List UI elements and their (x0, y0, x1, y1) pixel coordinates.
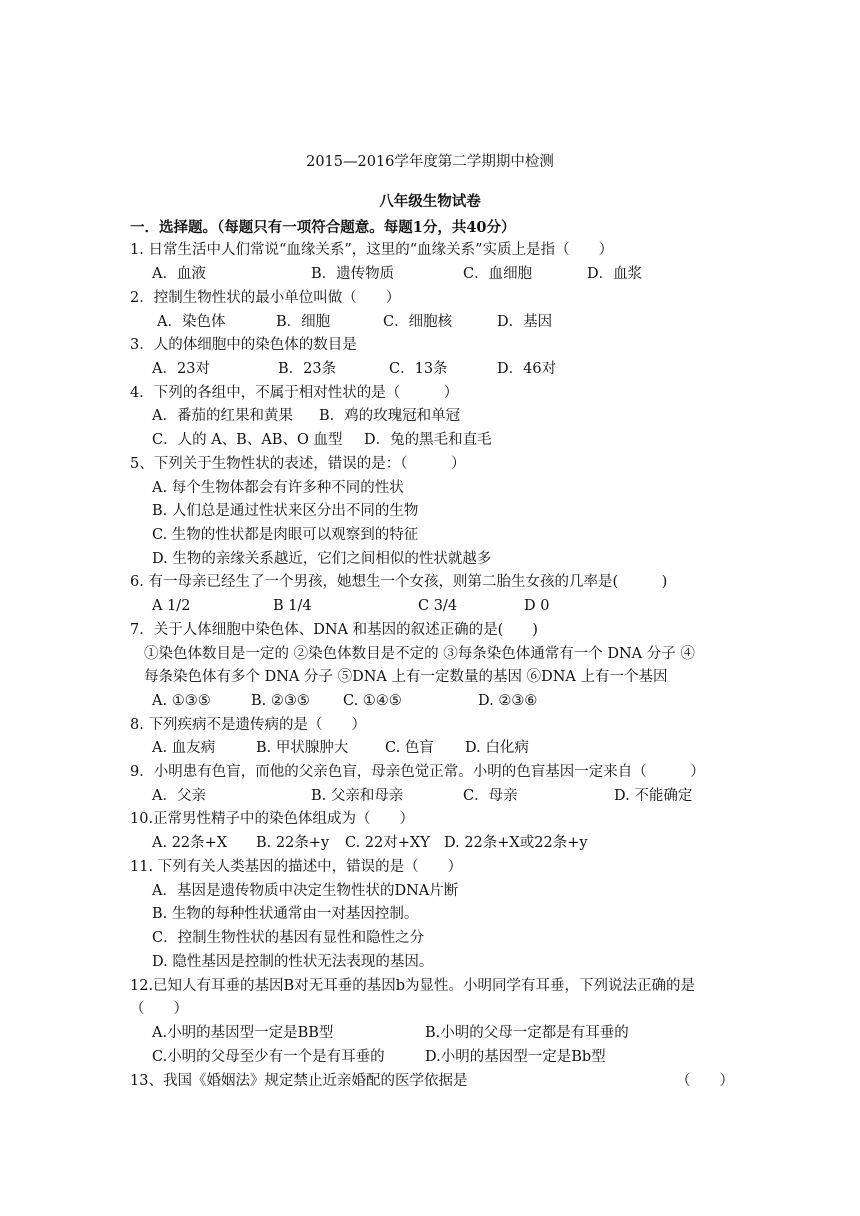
option: B. 22条+y (256, 835, 330, 851)
question-stem: 1. 日常生活中人们常说“血缘关系”，这里的“血缘关系”实质上是指（ ） (130, 242, 614, 258)
option: A．番茄的红果和黄果 (152, 408, 293, 424)
statement-list: ①染色体数目是一定的 ②染色体数目是不定的 ③每条染色体通常有一个 DNA 分子 ④ (144, 646, 695, 662)
answer-blank: （ ） (676, 1073, 734, 1089)
option: A．染色体 (157, 314, 226, 330)
question-stem: 3．人的体细胞中的染色体的数目是 (130, 337, 357, 353)
option: B．鸡的玫瑰冠和单冠 (319, 408, 461, 424)
option: D. 22条+X或22条+y (444, 835, 588, 851)
option: A．23对 (152, 361, 210, 377)
option: D．46对 (497, 361, 557, 377)
option: D．兔的黑毛和直毛 (364, 432, 492, 448)
option: D. 不能确定 (614, 788, 693, 804)
option: D．血浆 (587, 266, 643, 282)
question-stem: 9．小明患有色盲，而他的父亲色盲，母亲色觉正常。小明的色盲基因一定来自（ ） (130, 764, 705, 780)
option: A.小明的基因型一定是BB型 (152, 1025, 334, 1041)
option: D.小明的基因型一定是Bb型 (425, 1049, 606, 1065)
option: B．细胞 (276, 314, 331, 330)
question-stem: 6. 有一母亲已经生了一个男孩，她想生一个女孩，则第二胎生女孩的几率是( ) (130, 574, 668, 590)
option: B. 人们总是通过性状来区分出不同的生物 (152, 503, 419, 519)
option: D．基因 (497, 314, 553, 330)
option: D. 生物的亲缘关系越近，它们之间相似的性状就越多 (152, 551, 492, 567)
option: B. ②③⑤ (251, 693, 310, 709)
option: C．控制生物性状的基因有显性和隐性之分 (152, 930, 425, 946)
option: C. ①④⑤ (343, 693, 402, 709)
option: C 3/4 (418, 598, 458, 614)
option: C．人的 A、B、AB、O 血型 (152, 432, 343, 448)
question-stem: 2．控制生物性状的最小单位叫做（ ） (130, 290, 401, 306)
option: C. 生物的性状都是肉眼可以观察到的特征 (152, 527, 419, 543)
exam-title: 2015—2016学年度第二学期期中检测 (306, 154, 554, 170)
question-stem: 11. 下列有关人类基因的描述中，错误的是（ ） (130, 859, 463, 875)
option: D 0 (524, 598, 550, 614)
question-stem: 5、下列关于生物性状的表述，错误的是：（ ） (130, 456, 466, 472)
exam-subtitle: 八年级生物试卷 (379, 193, 481, 210)
statement-list: 每条染色体有多个 DNA 分子 ⑤DNA 上有一定数量的基因 ⑥DNA 上有一个基因 (144, 669, 668, 685)
option: C．细胞核 (383, 314, 453, 330)
option: C．血细胞 (463, 266, 533, 282)
option: B. 父亲和母亲 (311, 788, 404, 804)
option: B．23条 (278, 361, 337, 377)
question-stem: 13、我国《婚姻法》规定禁止近亲婚配的医学依据是 (130, 1073, 468, 1089)
question-stem: 8. 下列疾病不是遗传病的是（ ） (130, 717, 366, 733)
option: B 1/4 (273, 598, 312, 614)
option: B. 甲状腺肿大 (256, 740, 349, 756)
option: D. ②③⑥ (478, 693, 538, 709)
option: C．母亲 (463, 788, 518, 804)
option: C.小明的父母至少有一个是有耳垂的 (152, 1049, 385, 1065)
option: A. 血友病 (152, 740, 216, 756)
question-stem: 4．下列的各组中，不属于相对性状的是（ ） (130, 385, 459, 401)
option: C. 色盲 (385, 740, 434, 756)
question-stem: 10.正常男性精子中的染色体组成为（ ） (130, 811, 415, 827)
option: A. ①③⑤ (152, 693, 211, 709)
section-heading: 一．选择题。（每题只有一项符合题意。每题1分，共40分） (130, 219, 516, 236)
option: C. 22对+XY (345, 835, 430, 851)
option: C．13条 (389, 361, 448, 377)
option: A. 22条+X (152, 835, 228, 851)
question-stem: 7．关于人体细胞中染色体、DNA 和基因的叙述正确的是( ) (130, 622, 538, 638)
option: B. 生物的每种性状通常由一对基因控制。 (152, 906, 419, 922)
option: D. 白化病 (465, 740, 529, 756)
option: D. 隐性基因是控制的性状无法表现的基因。 (152, 954, 434, 970)
option: A 1/2 (152, 598, 191, 614)
option: A. 每个生物体都会有许多种不同的性状 (152, 480, 404, 496)
option: A．基因是遗传物质中决定生物性状的DNA片断 (152, 883, 459, 899)
option: A．父亲 (152, 788, 206, 804)
answer-blank: （ ） (130, 1001, 188, 1017)
question-stem: 12.已知人有耳垂的基因B对无耳垂的基因b为显性。小明同学有耳垂，下列说法正确的是 (130, 978, 695, 994)
option: B．遗传物质 (311, 266, 395, 282)
option: A．血液 (152, 266, 206, 282)
option: B.小明的父母一定都是有耳垂的 (425, 1025, 629, 1041)
